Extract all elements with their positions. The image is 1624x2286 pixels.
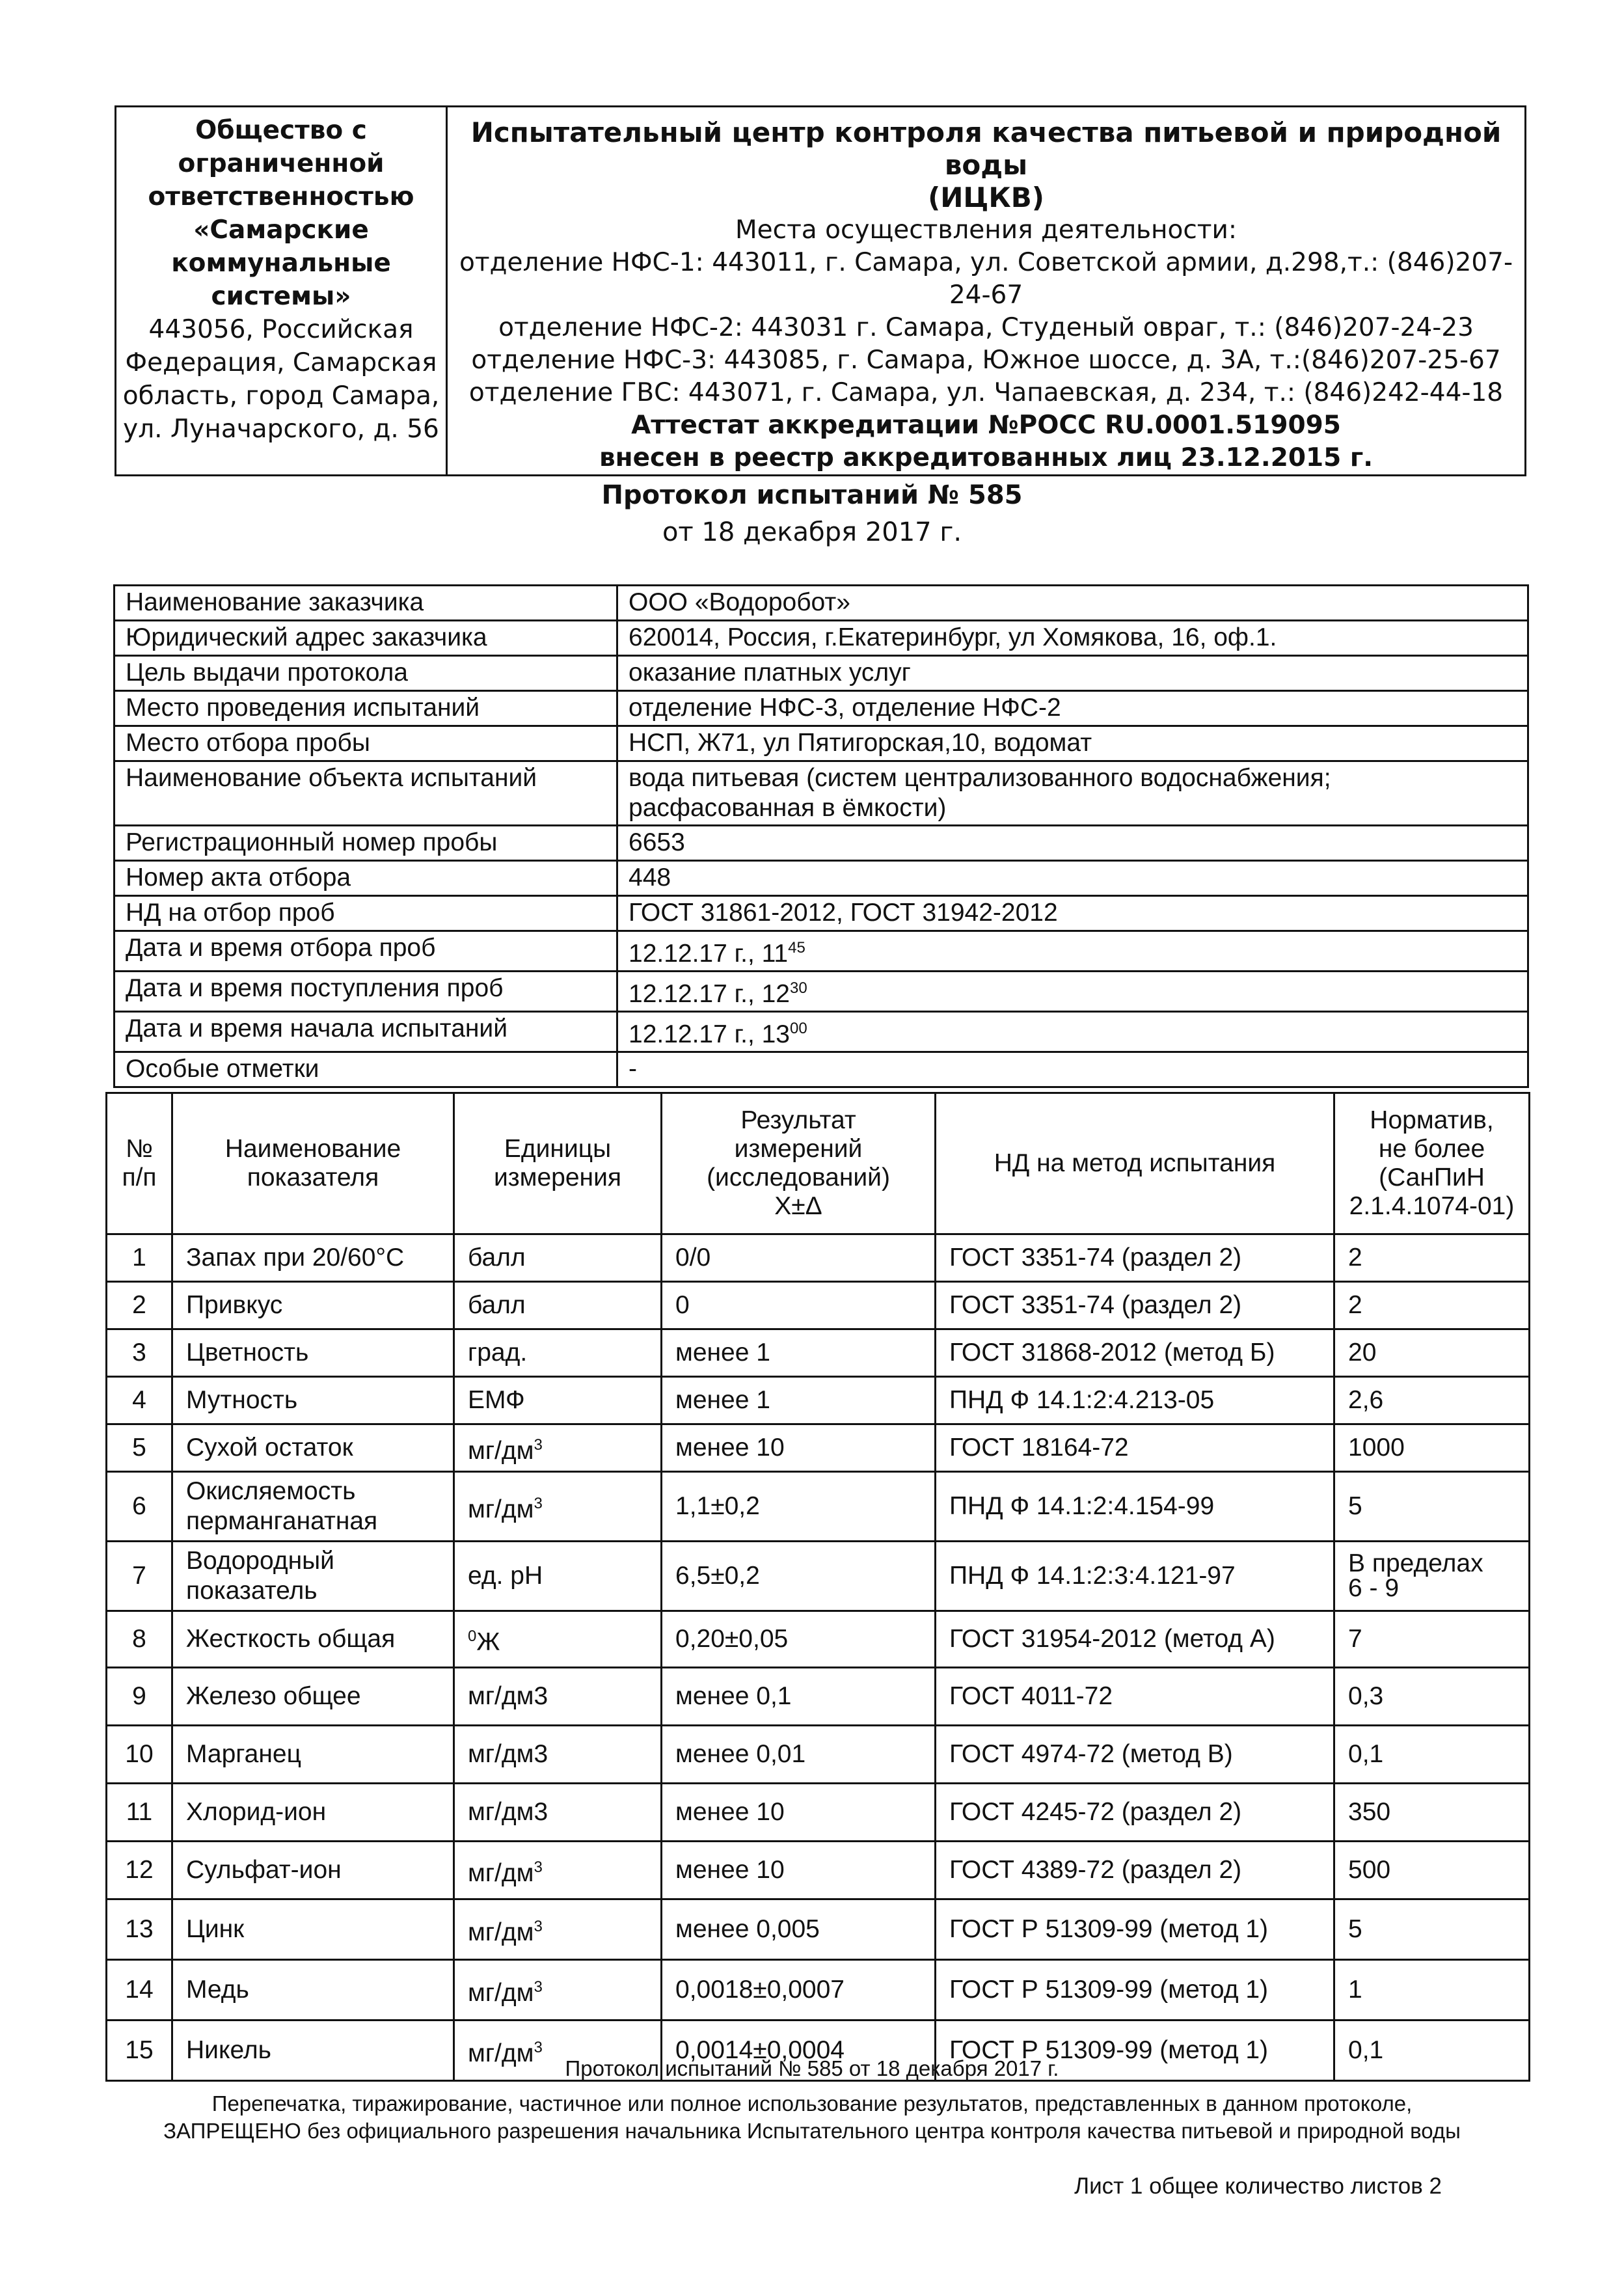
result-indicator-name: Цветность [172, 1329, 454, 1377]
result-method: ГОСТ 3351-74 (раздел 2) [936, 1282, 1334, 1329]
info-value [617, 586, 1528, 621]
col-header-norm: Норматив, не более (СанПиН 2.1.4.1074-01) [1334, 1093, 1530, 1234]
result-unit [454, 1472, 662, 1542]
info-row [115, 726, 1528, 761]
place-line: отделение НФС-2: 443031 г. Самара, Студеный овраг, т.: (846)207-24-23 [498, 313, 1474, 342]
result-unit [454, 1611, 662, 1668]
result-number: 4 [107, 1377, 172, 1424]
org-name-line: коммунальные [171, 249, 391, 278]
result-indicator-name: Жесткость общая [172, 1611, 454, 1668]
header-table [115, 105, 1526, 476]
result-norm: 5 [1334, 1899, 1530, 1960]
result-method: ГОСТ 31954-2012 (метод А) [936, 1611, 1334, 1668]
info-value-text: оказание платных услуг [629, 659, 911, 687]
org-address-line: Федерация, Самарская [125, 348, 437, 377]
result-method: ПНД Ф 14.1:2:3:4.121-97 [936, 1542, 1334, 1611]
result-number: 2 [107, 1282, 172, 1329]
org-name-line: системы» [211, 282, 351, 311]
info-key: Дата и время начала испытаний [115, 1012, 617, 1052]
places-label: Места осуществления деятельности: [735, 215, 1238, 245]
info-value [617, 761, 1528, 826]
result-unit [454, 1668, 662, 1726]
info-value-minutes: 00 [790, 1020, 807, 1037]
info-value [617, 931, 1528, 972]
result-norm: 0,1 [1334, 1726, 1530, 1784]
info-value-text: вода питьевая (систем централизованного водоснабжения; [629, 764, 1331, 792]
info-row [115, 691, 1528, 726]
info-value-text: 12.12.17 г., 11 [629, 940, 789, 968]
info-row [115, 586, 1528, 621]
result-unit [454, 1960, 662, 2021]
info-row [115, 826, 1528, 861]
result-norm: 0,3 [1334, 1668, 1530, 1726]
result-row [107, 1784, 1530, 1842]
unit-text: мг/дм [468, 2039, 534, 2067]
unit-text: Ж [476, 1627, 500, 1656]
result-norm: 2 [1334, 1234, 1530, 1282]
info-value [617, 972, 1528, 1012]
result-indicator-name: Цинк [172, 1899, 454, 1960]
result-number: 3 [107, 1329, 172, 1377]
protocol-title: Протокол испытаний № 585 [601, 480, 1023, 510]
info-value-text: ООО «Водоробот» [629, 588, 850, 616]
unit-text: мг/дм [468, 1495, 534, 1523]
result-value: менее 0,01 [662, 1726, 936, 1784]
info-row [115, 761, 1528, 826]
info-key: Дата и время поступления проб [115, 972, 617, 1012]
result-unit [454, 1542, 662, 1611]
info-value-text: НСП, Ж71, ул Пятигорская,10, водомат [629, 729, 1092, 757]
result-norm: 5 [1334, 1472, 1530, 1542]
info-value-text: расфасованная в ёмкости) [629, 794, 947, 822]
result-unit [454, 1784, 662, 1842]
info-row [115, 1052, 1528, 1087]
result-norm: 2 [1334, 1282, 1530, 1329]
result-norm: 20 [1334, 1329, 1530, 1377]
unit-text: мг/дм [468, 1436, 534, 1465]
result-indicator-name: Окисляемость перманганатная [172, 1472, 454, 1542]
result-value: менее 0,1 [662, 1668, 936, 1726]
result-indicator-name: Привкус [172, 1282, 454, 1329]
protocol-date: от 18 декабря 2017 г. [662, 517, 962, 547]
result-number: 14 [107, 1960, 172, 2021]
org-address-line: область, город Самара, [122, 381, 440, 411]
result-row [107, 1668, 1530, 1726]
result-method: ПНД Ф 14.1:2:4.154-99 [936, 1472, 1334, 1542]
result-number: 6 [107, 1472, 172, 1542]
result-value: менее 0,005 [662, 1899, 936, 1960]
footer-disclaimer [0, 2090, 1624, 2145]
result-value: 6,5±0,2 [662, 1542, 936, 1611]
result-norm: В пределах 6 - 9 [1334, 1542, 1530, 1611]
org-address-line: 443056, Российская [148, 315, 414, 344]
footer-disclaimer-line: Перепечатка, тиражирование, частичное или полное использование результатов, представленных в данном протоколе, [211, 2091, 1413, 2116]
result-number: 13 [107, 1899, 172, 1960]
result-norm: 7 [1334, 1611, 1530, 1668]
result-number: 8 [107, 1611, 172, 1668]
unit-text: ЕМФ [468, 1386, 525, 1414]
result-indicator-name: Марганец [172, 1726, 454, 1784]
accreditation-line: Аттестат аккредитации №РОСС RU.0001.519095 [631, 411, 1341, 440]
info-key: Особые отметки [115, 1052, 617, 1087]
result-row [107, 1424, 1530, 1472]
result-value: менее 10 [662, 1784, 936, 1842]
unit-exponent: 3 [534, 1436, 543, 1454]
result-unit [454, 1424, 662, 1472]
result-value: 1,1±0,2 [662, 1472, 936, 1542]
info-row [115, 861, 1528, 896]
result-row [107, 1899, 1530, 1960]
footer-disclaimer-line: ЗАПРЕЩЕНО без официального разрешения начальника Испытательного центра контроля качества питьевой и природной воды [163, 2119, 1461, 2143]
result-row [107, 1472, 1530, 1542]
result-value: менее 1 [662, 1377, 936, 1424]
unit-exponent: 3 [534, 1494, 543, 1512]
info-key: Место проведения испытаний [115, 691, 617, 726]
registry-line: внесен в реестр аккредитованных лиц 23.12.2015 г. [599, 443, 1374, 472]
result-method: ГОСТ Р 51309-99 (метод 1) [936, 2021, 1334, 2081]
result-value: менее 10 [662, 1842, 936, 1899]
results-header-row [107, 1093, 1530, 1234]
info-value-text: - [629, 1055, 637, 1083]
info-value [617, 621, 1528, 656]
result-number: 10 [107, 1726, 172, 1784]
result-indicator-name: Сухой остаток [172, 1424, 454, 1472]
unit-text: град. [468, 1339, 528, 1367]
info-key: НД на отбор проб [115, 896, 617, 931]
result-number: 11 [107, 1784, 172, 1842]
test-center-cell [447, 107, 1526, 476]
info-value [617, 1052, 1528, 1087]
info-value-text: 6653 [629, 828, 685, 856]
result-unit [454, 1282, 662, 1329]
unit-exponent: 3 [534, 1917, 543, 1935]
info-row [115, 1012, 1528, 1052]
result-indicator-name: Хлорид-ион [172, 1784, 454, 1842]
result-row [107, 1726, 1530, 1784]
org-name-line: Общество с [195, 116, 367, 145]
result-method: ГОСТ 18164-72 [936, 1424, 1334, 1472]
info-key: Юридический адрес заказчика [115, 621, 617, 656]
col-header-number: № п/п [107, 1093, 172, 1234]
result-row [107, 1282, 1530, 1329]
unit-text: мг/дм3 [468, 1740, 548, 1768]
info-value [617, 826, 1528, 861]
place-line: отделение НФС-3: 443085, г. Самара, Южное шоссе, д. 3А, т.:(846)207-25-67 [471, 346, 1501, 375]
result-value: 0/0 [662, 1234, 936, 1282]
result-method: ГОСТ 4389-72 (раздел 2) [936, 1842, 1334, 1899]
unit-exponent: 3 [534, 1858, 543, 1876]
result-method: ГОСТ 4974-72 (метод В) [936, 1726, 1334, 1784]
info-value-text: ГОСТ 31861-2012, ГОСТ 31942-2012 [629, 899, 1058, 927]
unit-text: ед. рН [468, 1562, 543, 1590]
info-value-text: 12.12.17 г., 12 [629, 980, 790, 1008]
unit-text: балл [468, 1291, 526, 1319]
result-number: 12 [107, 1842, 172, 1899]
result-value: 0,0014±0,0004 [662, 2021, 936, 2081]
info-value-minutes: 30 [790, 979, 807, 997]
result-number: 7 [107, 1542, 172, 1611]
org-name-line: ответственностью [148, 182, 414, 211]
organization-cell [116, 107, 447, 476]
unit-exponent: 3 [534, 1978, 543, 1996]
result-unit [454, 1842, 662, 1899]
result-indicator-name: Запах при 20/60°С [172, 1234, 454, 1282]
result-unit [454, 1726, 662, 1784]
org-name-line: «Самарские [193, 215, 369, 245]
result-number: 15 [107, 2021, 172, 2081]
result-norm: 0,1 [1334, 2021, 1530, 2081]
unit-degree: 0 [468, 1627, 477, 1645]
unit-text: мг/дм3 [468, 1682, 548, 1710]
result-unit [454, 1899, 662, 1960]
result-row [107, 1960, 1530, 2021]
info-value [617, 726, 1528, 761]
place-line: отделение НФС-1: 443011, г. Самара, ул. Советской армии, д.298,т.: (846)207-24-67 [459, 248, 1513, 310]
result-method: ГОСТ Р 51309-99 (метод 1) [936, 1899, 1334, 1960]
result-unit [454, 1234, 662, 1282]
result-method: ГОСТ 4011-72 [936, 1668, 1334, 1726]
info-row [115, 972, 1528, 1012]
result-method: ПНД Ф 14.1:2:4.213-05 [936, 1377, 1334, 1424]
info-value-text: 448 [629, 864, 671, 891]
result-row [107, 1329, 1530, 1377]
sheet-count: Лист 1 общее количество листов 2 [1074, 2173, 1442, 2199]
result-method: ГОСТ 3351-74 (раздел 2) [936, 1234, 1334, 1282]
result-unit [454, 1377, 662, 1424]
result-indicator-name: Медь [172, 1960, 454, 2021]
result-unit [454, 1329, 662, 1377]
place-line: отделение ГВС: 443071, г. Самара, ул. Чапаевская, д. 234, т.: (846)242-44-18 [468, 378, 1504, 407]
unit-text: мг/дм [468, 1918, 534, 1946]
result-indicator-name: Никель [172, 2021, 454, 2081]
info-key: Наименование заказчика [115, 586, 617, 621]
result-norm: 1 [1334, 1960, 1530, 2021]
result-value: 0,0018±0,0007 [662, 1960, 936, 2021]
result-norm: 500 [1334, 1842, 1530, 1899]
col-header-units: Единицы измерения [454, 1093, 662, 1234]
unit-text: балл [468, 1244, 526, 1272]
info-value-text: 620014, Россия, г.Екатеринбург, ул Хомякова, 16, оф.1. [629, 623, 1277, 651]
org-name-line: ограниченной [178, 149, 385, 178]
result-number: 9 [107, 1668, 172, 1726]
result-norm: 350 [1334, 1784, 1530, 1842]
unit-text: мг/дм [468, 1978, 534, 2007]
info-key: Номер акта отбора [115, 861, 617, 896]
center-title: Испытательный центр контроля качества питьевой и природной воды [470, 116, 1502, 181]
result-indicator-name: Мутность [172, 1377, 454, 1424]
result-value: 0 [662, 1282, 936, 1329]
col-header-result: Результат измерений (исследований) X±Δ [662, 1093, 936, 1234]
info-key: Место отбора пробы [115, 726, 617, 761]
result-value: 0,20±0,05 [662, 1611, 936, 1668]
result-number: 1 [107, 1234, 172, 1282]
unit-text: мг/дм [468, 1858, 534, 1887]
org-address-line: ул. Луначарского, д. 56 [123, 415, 439, 444]
info-row [115, 896, 1528, 931]
info-key: Дата и время отбора проб [115, 931, 617, 972]
result-indicator-name: Водородный показатель [172, 1542, 454, 1611]
result-row [107, 1611, 1530, 1668]
info-key: Регистрационный номер пробы [115, 826, 617, 861]
info-row [115, 656, 1528, 691]
result-norm: 1000 [1334, 1424, 1530, 1472]
unit-text: мг/дм3 [468, 1798, 548, 1826]
result-value: менее 10 [662, 1424, 936, 1472]
info-row [115, 931, 1528, 972]
info-value-text: 12.12.17 г., 13 [629, 1020, 790, 1048]
result-method: ГОСТ Р 51309-99 (метод 1) [936, 1960, 1334, 2021]
info-key: Цель выдачи протокола [115, 656, 617, 691]
info-key: Наименование объекта испытаний [115, 761, 617, 826]
result-method: ГОСТ 31868-2012 (метод Б) [936, 1329, 1334, 1377]
result-row [107, 1842, 1530, 1899]
result-row [107, 1377, 1530, 1424]
unit-exponent: 3 [534, 2038, 543, 2056]
info-value-text: отделение НФС-3, отделение НФС-2 [629, 694, 1061, 722]
info-value [617, 691, 1528, 726]
sample-info-table [113, 584, 1529, 1088]
result-norm: 2,6 [1334, 1377, 1530, 1424]
results-table [105, 1092, 1530, 2082]
col-header-name: Наименование показателя [172, 1093, 454, 1234]
result-method: ГОСТ 4245-72 (раздел 2) [936, 1784, 1334, 1842]
center-abbrev: (ИЦКВ) [928, 182, 1044, 213]
col-header-method: НД на метод испытания [936, 1093, 1334, 1234]
result-row [107, 1234, 1530, 1282]
info-value [617, 861, 1528, 896]
info-row [115, 621, 1528, 656]
info-value [617, 656, 1528, 691]
result-value: менее 1 [662, 1329, 936, 1377]
info-value [617, 1012, 1528, 1052]
footer-protocol-ref: Протокол испытаний № 585 от 18 декабря 2017 г. [565, 2056, 1059, 2080]
info-value [617, 896, 1528, 931]
info-value-minutes: 45 [788, 939, 805, 957]
result-number: 5 [107, 1424, 172, 1472]
result-indicator-name: Сульфат-ион [172, 1842, 454, 1899]
result-indicator-name: Железо общее [172, 1668, 454, 1726]
result-row [107, 1542, 1530, 1611]
